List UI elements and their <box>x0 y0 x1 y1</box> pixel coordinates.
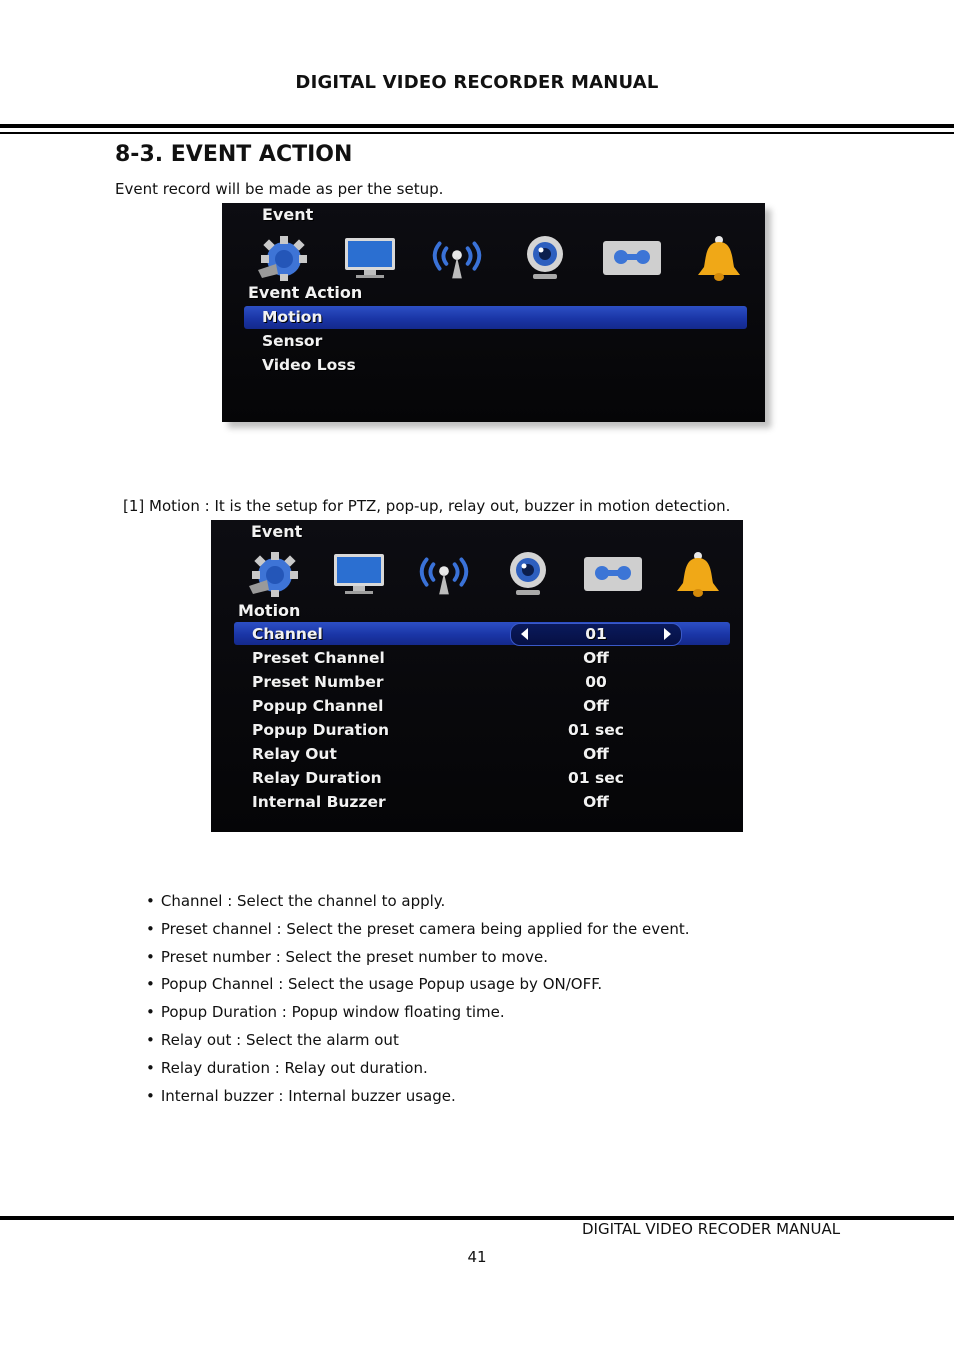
setting-value-preset-channel[interactable]: Off <box>583 649 609 667</box>
settings-description-list <box>146 888 690 1110</box>
section-intro: Event record will be made as per the setup. <box>115 180 444 198</box>
recorder-icon[interactable] <box>601 232 663 284</box>
event-icon-bar <box>243 546 729 602</box>
wireless-icon[interactable] <box>413 548 475 600</box>
menu-title: Event Action <box>248 283 363 302</box>
wireless-icon[interactable] <box>426 232 488 284</box>
monitor-icon[interactable] <box>328 548 390 600</box>
menu-title: Motion <box>238 601 301 620</box>
header-rule-thin <box>0 132 954 134</box>
page-number: 41 <box>467 1248 487 1266</box>
bell-icon[interactable] <box>688 232 750 284</box>
setting-label-popup-channel[interactable]: Popup Channel <box>252 697 384 715</box>
menu-item-motion[interactable]: Motion <box>262 308 323 326</box>
footer-title: DIGITAL VIDEO RECODER MANUAL <box>582 1220 841 1238</box>
list-item: • Channel : Select the channel to apply. <box>146 888 690 916</box>
list-item: • Relay out : Select the alarm out <box>146 1027 690 1055</box>
header-title: DIGITAL VIDEO RECORDER MANUAL <box>295 72 659 93</box>
menu-item-sensor[interactable]: Sensor <box>262 332 323 350</box>
list-item: • Popup Channel : Select the usage Popup usage by ON/OFF. <box>146 971 690 999</box>
setting-label-relay-duration[interactable]: Relay Duration <box>252 769 382 787</box>
setting-value-relay-duration[interactable]: 01 sec <box>568 769 624 787</box>
bell-icon[interactable] <box>667 548 729 600</box>
setting-label-preset-number[interactable]: Preset Number <box>252 673 384 691</box>
list-item: • Internal buzzer : Internal buzzer usage. <box>146 1083 690 1111</box>
list-item: • Popup Duration : Popup window floating time. <box>146 999 690 1027</box>
event-icon-bar <box>252 230 750 286</box>
setting-value-internal-buzzer[interactable]: Off <box>583 793 609 811</box>
motion-caption: [1] Motion : It is the setup for PTZ, pop-up, relay out, buzzer in motion detection. <box>123 497 731 515</box>
list-item: • Preset number : Select the preset number to move. <box>146 944 690 972</box>
motion-settings-screen <box>211 520 743 832</box>
setting-label-internal-buzzer[interactable]: Internal Buzzer <box>252 793 386 811</box>
setting-value-preset-number[interactable]: 00 <box>585 673 607 691</box>
screen-title: Event <box>251 522 303 541</box>
list-item: • Preset channel : Select the preset camera being applied for the event. <box>146 916 690 944</box>
gear-icon[interactable] <box>252 232 314 284</box>
setting-label-channel[interactable]: Channel <box>252 625 323 643</box>
webcam-icon[interactable] <box>514 232 576 284</box>
arrow-left-icon[interactable] <box>521 628 528 640</box>
setting-label-relay-out[interactable]: Relay Out <box>252 745 337 763</box>
arrow-right-icon[interactable] <box>664 628 671 640</box>
gear-icon[interactable] <box>243 548 305 600</box>
list-item: • Relay duration : Relay out duration. <box>146 1055 690 1083</box>
header-rule-thick <box>0 124 954 128</box>
setting-value-popup-channel[interactable]: Off <box>583 697 609 715</box>
monitor-icon[interactable] <box>339 232 401 284</box>
setting-label-popup-duration[interactable]: Popup Duration <box>252 721 390 739</box>
setting-label-preset-channel[interactable]: Preset Channel <box>252 649 385 667</box>
event-action-screen <box>222 203 765 422</box>
screen-title: Event <box>262 205 314 224</box>
recorder-icon[interactable] <box>582 548 644 600</box>
section-title: 8-3. EVENT ACTION <box>115 142 353 167</box>
setting-value-channel[interactable]: 01 <box>585 625 607 643</box>
setting-value-popup-duration[interactable]: 01 sec <box>568 721 624 739</box>
menu-item-video-loss[interactable]: Video Loss <box>262 356 356 374</box>
setting-value-relay-out[interactable]: Off <box>583 745 609 763</box>
webcam-icon[interactable] <box>497 548 559 600</box>
